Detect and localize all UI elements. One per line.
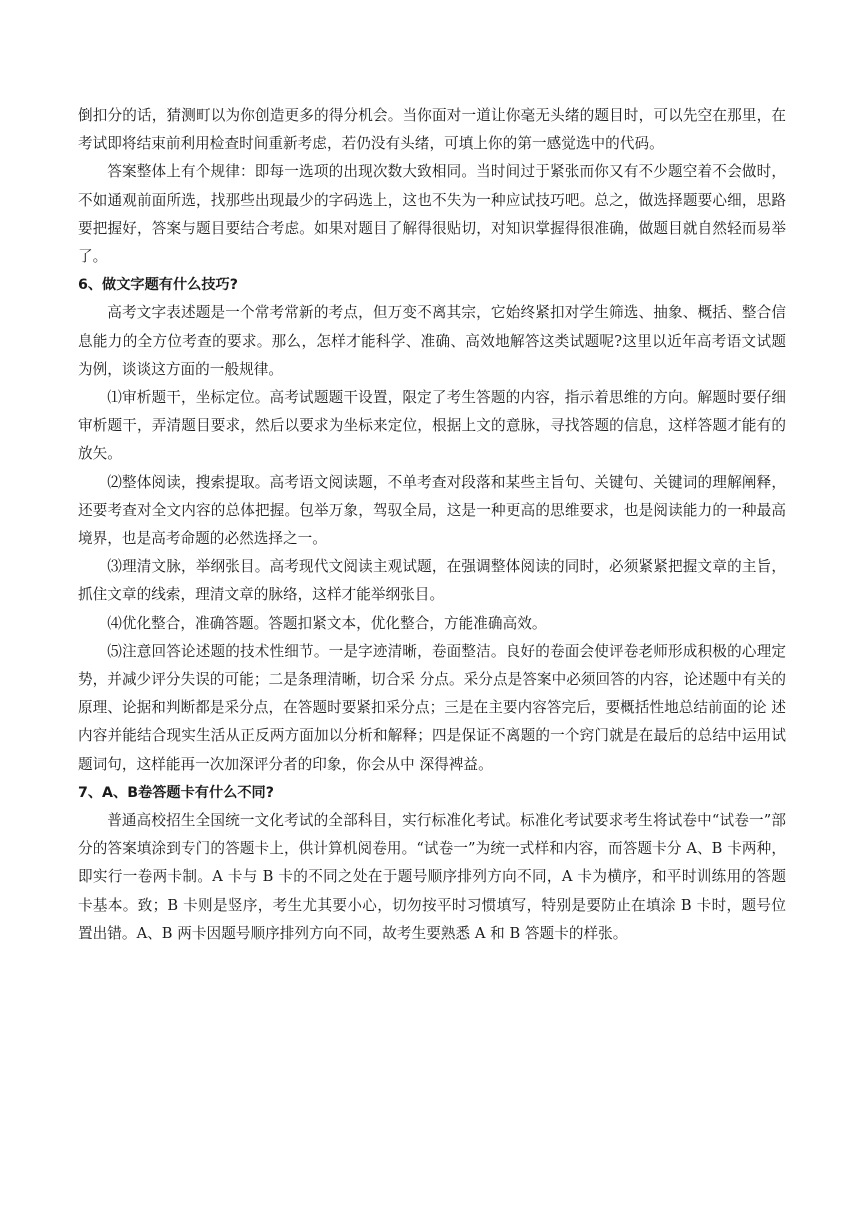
paragraph-tip-3: ⑶理清文脉，举纲张目。高考现代文阅读主观试题，在强调整体阅读的同时，必须紧紧把握文章的主旨，抓住文章的线索，理清文章的脉络，这样才能举纲张目。: [78, 558, 786, 604]
paragraph-tip-4: ⑷优化整合，准确答题。答题扣紧文本，优化整合，方能准确高效。: [107, 614, 547, 632]
paragraph-text-question-intro: 高考文字表述题是一个常考常新的考点，但万变不离其宗，它始终紧扣对学生筛选、抽象、概括、整合信息能力的全方位考查的要求。那么，怎样才能科学、准确、高效地解答这类试题呢?这里以近年高考语文试题为例，谈谈这方面的一般规律。: [78, 304, 786, 378]
paragraph-answer-pattern: 答案整体上有个规律：即每一选项的出现次数大致相同。当时间过于紧张而你又有不少题空着不会做时，不如通观前面所选，找那些出现最少的字码选上，这也不失为一种应试技巧吧。总之，做选择题要心细，思路要把握好，答案与题目要结合考虑。如果对题目了解得很贴切，对知识掌握得很准确，做题目就自然轻而易举了。: [78, 163, 786, 266]
paragraph-tip-2: ⑵整体阅读，搜索提取。高考语文阅读题，不单考查对段落和某些主旨句、关键句、关键词的理解阐释，还要考查对全文内容的总体把握。包举万象，驾驭全局，这是一种更高的思维要求，也是阅读能力的一种最高境界，也是高考命题的必然选择之一。: [78, 473, 786, 548]
paragraph-guessing-continued: 倒扣分的话，猜测町以为你创造更多的得分机会。当你面对一道让你毫无头绪的题目时，可以先空在那里，在考试即将结束前利用检查时间重新考虑，若仍没有头绪，可填上你的第一感觉选中的代码。: [78, 107, 786, 153]
section-heading-7: 7、A、B卷答题卡有什么不同?: [78, 784, 274, 801]
paragraph-tip-5: ⑸注意回答论述题的技术性细节。一是字迹清晰，卷面整洁。良好的卷面会使评卷老师形成积极的心理定势，并减少评分失误的可能；二是条理清晰，切合采 分点。采分点是答案中必须回答的内容，论述题中有关的原理、论据和判断都是采分点，在答题时要紧扣采分点；三是在主要内容答完后，要概括性地总结前面的论 述内容并能结合现实生活从正反两方面加以分析和解释；四是保证不离题的一个窍门就是在最后的总结中运用试题词句，这样能再一次加深评分者的印象，你会从中 深得裨益。: [78, 642, 786, 773]
paragraph-answer-card: 普通高校招生全国统一文化考试的全部科目，实行标准化考试。标准化考试要求考生将试卷中“试卷一”部分的答案填涂到专门的答题卡上，供计算机阅卷用。“试卷一”为统一式样和内容，而答题卡分 A、B 卡两种，即实行一卷两卡制。A 卡与 B 卡的不同之处在于题号顺序排列方向不同，A 卡为横序，和平时训练用的答题卡基本。致；B 卡则是竖序，考生尤其要小心，切勿按平时习惯填写，特别是要防止在填涂 B 卡时，题号位置出错。A、B 两卡因题号顺序排列方向不同，故考生要熟悉 A 和 B 答题卡的样张。: [78, 812, 786, 942]
paragraph-tip-1: ⑴审析题干，坐标定位。高考试题题干设置，限定了考生答题的内容，指示着思维的方向。解题时要仔细审析题干，弄清题目要求，然后以要求为坐标来定位，根据上文的意脉，寻找答题的信息，这样答题才能有的放矢。: [78, 389, 786, 463]
section-heading-6: 6、做文字题有什么技巧?: [78, 277, 238, 294]
